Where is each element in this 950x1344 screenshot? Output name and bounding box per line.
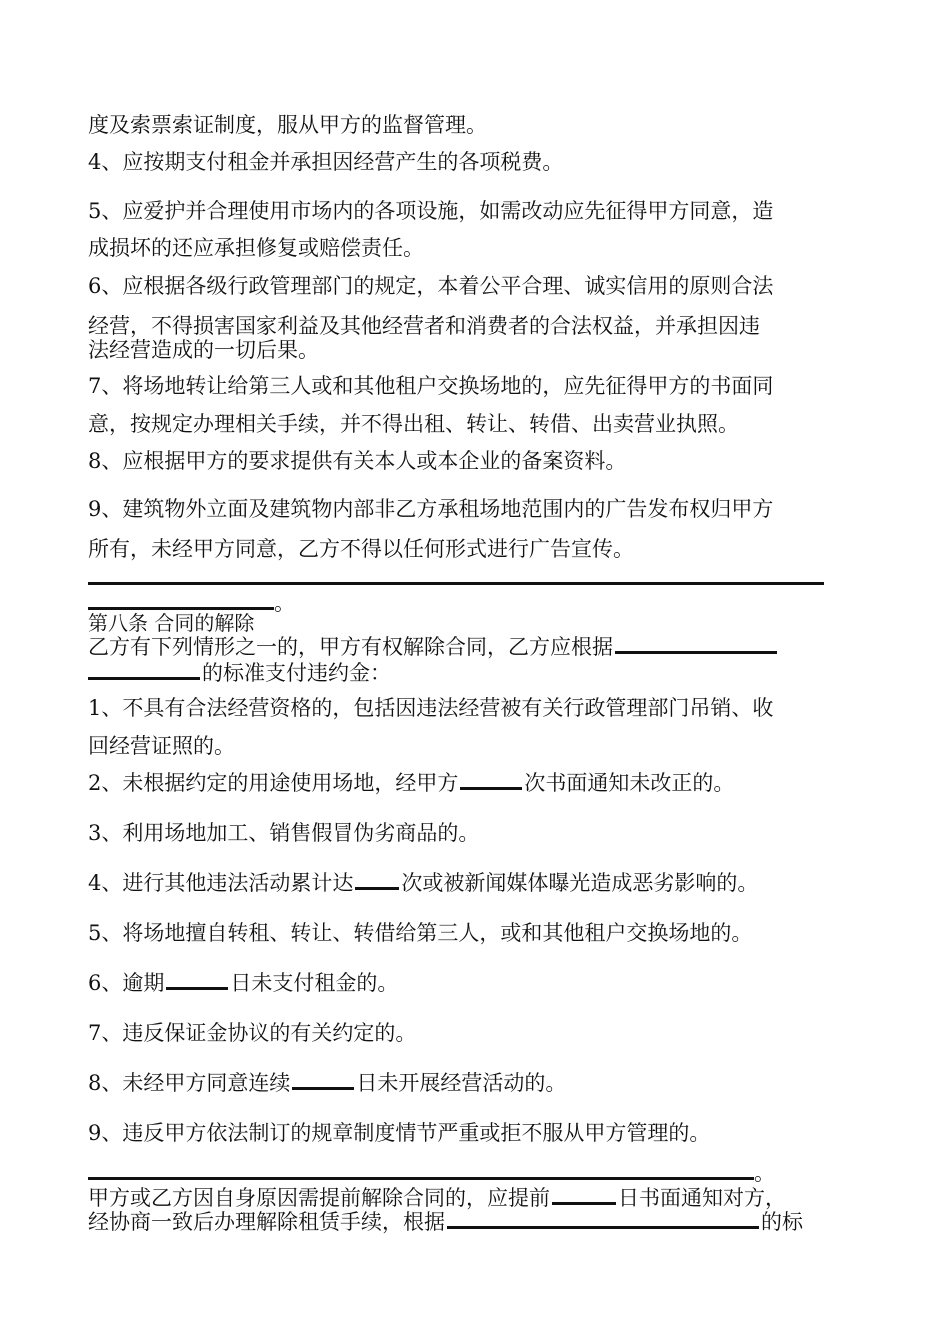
text-line: 7、违反保证金协议的有关约定的。 [88,1021,417,1045]
blank-field [166,970,228,990]
text-segment: 6、逾期 [88,971,165,995]
text-line: 1、不具有合法经营资格的，包括因违法经营被有关行政管理部门吊销、收 [88,696,774,720]
blank-field [447,1209,759,1229]
period-mark: 。 [274,591,295,615]
text-segment: 8、未经甲方同意连续 [88,1071,291,1095]
text-line: 5、将场地擅自转租、转让、转借给第三人，或和其他租户交换场地的。 [88,921,753,945]
text-segment: 次书面通知未改正的。 [524,771,735,795]
text-line: 成损坏的还应承担修复或赔偿责任。 [88,236,424,260]
text-segment: 日未支付租金的。 [230,971,399,995]
text-segment: 日未开展经营活动的。 [356,1071,567,1095]
text-line: 6、应根据各级行政管理部门的规定，本着公平合理、诚实信用的原则合法 [88,274,774,298]
text-line: 经营，不得损害国家利益及其他经营者和消费者的合法权益，并承担因违 [88,314,760,338]
text-line: 3、利用场地加工、销售假冒伪劣商品的。 [88,821,480,845]
text-segment: 的标 [761,1210,803,1234]
text-line: 9、违反甲方依法制订的规章制度情节严重或拒不服从甲方管理的。 [88,1121,711,1145]
blank-field [292,1070,354,1090]
blank-field [615,634,777,654]
text-line: 意，按规定办理相关手续，并不得出租、转让、转借、出卖营业执照。 [88,412,739,436]
text-segment: 次或被新闻媒体曝光造成恶劣影响的。 [401,871,759,895]
text-line [88,1207,803,1237]
blank-field [552,1185,616,1205]
text-segment: 日书面通知对方， [618,1186,786,1210]
text-line: 4、应按期支付租金并承担因经营产生的各项税费。 [88,150,564,174]
text-segment: 2、未根据约定的用途使用场地，经甲方 [88,771,459,795]
text-segment: 乙方有下列情形之一的，甲方有权解除合同，乙方应根据 [88,635,613,659]
text-line [88,768,734,798]
text-line: 所有，未经甲方同意，乙方不得以任何形式进行广告宣传。 [88,537,634,561]
blank-field [460,770,522,790]
text-line: 9、建筑物外立面及建筑物内部非乙方承租场地范围内的广告发布权归甲方 [88,497,774,521]
text-line: 法经营造成的一切后果。 [88,338,319,362]
text-line [88,968,398,998]
text-line: 7、将场地转让给第三人或和其他租户交换场地的，应先征得甲方的书面同 [88,374,774,398]
text-segment: 甲方或乙方因自身原因需提前解除合同的，应提前 [88,1186,550,1210]
text-line: 5、应爱护并合理使用市场内的各项设施，如需改动应先征得甲方同意，造 [88,199,774,223]
text-segment: 的标准支付违约金： [202,661,391,685]
text-line: 8、应根据甲方的要求提供有关本人或本企业的备案资料。 [88,449,627,473]
text-segment: 4、进行其他违法活动累计达 [88,871,354,895]
text-segment: 经协商一致后办理解除租赁手续，根据 [88,1210,445,1234]
period-mark: 。 [754,1161,775,1185]
blank-field [355,870,399,890]
text-line: 回经营证照的。 [88,734,235,758]
text-line [88,868,758,898]
text-line [88,658,391,688]
text-line [88,1068,566,1098]
text-line: 度及索票索证制度，服从甲方的监督管理。 [88,113,487,137]
section-heading: 第八条 合同的解除 [88,611,255,635]
blank-field [88,660,200,680]
